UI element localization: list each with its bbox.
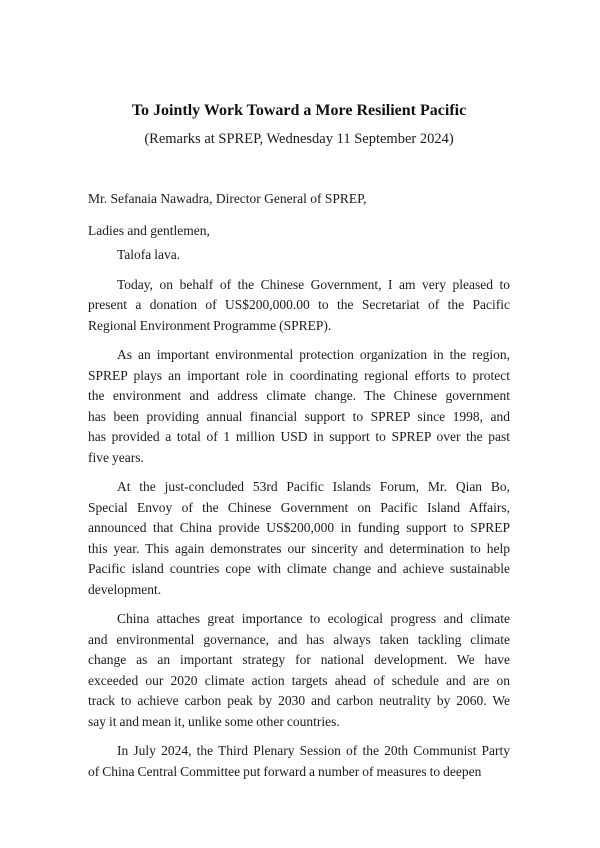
document-title: To Jointly Work Toward a More Resilient Pacific bbox=[131, 102, 467, 119]
paragraph-line: has been providing annual financial support to SPREP since 1998, and bbox=[88, 408, 510, 424]
paragraph-line: In July 2024, the Third Plenary Session of the 20th Communist Party bbox=[117, 743, 510, 758]
document-paragraphs bbox=[88, 245, 510, 782]
paragraph-line: change as an important strategy for national development. We have bbox=[88, 652, 510, 667]
paragraph-line: of China Central Committee put forward a number of measures to deepen bbox=[88, 763, 482, 779]
paragraph-line: this year. This again demonstrates our sincerity and determination to help bbox=[88, 540, 510, 556]
document-subtitle: (Remarks at SPREP, Wednesday 11 September 2024) bbox=[144, 131, 454, 147]
paragraph-line: Pacific island countries cope with climate change and achieve sustainable bbox=[88, 561, 510, 576]
paragraph bbox=[88, 275, 510, 337]
paragraph-line: say it and mean it, unlike some other countries. bbox=[88, 713, 340, 729]
paragraph-line: the environment and address climate change. The Chinese government bbox=[88, 388, 510, 403]
paragraph bbox=[88, 345, 510, 468]
paragraph-line: Talofa lava. bbox=[117, 247, 181, 262]
paragraph bbox=[88, 245, 510, 266]
paragraph-line: Regional Environment Programme (SPREP). bbox=[88, 317, 332, 333]
paragraph-line: China attaches great importance to ecological progress and climate bbox=[117, 611, 510, 626]
paragraph-line: and environmental governance, and has always taken tackling climate bbox=[88, 631, 510, 647]
paragraph-line: present a donation of US$200,000.00 to the Secretariat of the Pacific bbox=[88, 297, 510, 312]
paragraph-line: Special Envoy of the Chinese Government on Pacific Island Affairs, bbox=[88, 499, 510, 515]
paragraph-line: has provided a total of 1 million USD in support to SPREP over the past bbox=[88, 429, 510, 444]
paragraph-line: track to achieve carbon peak by 2030 and carbon neutrality by 2060. We bbox=[88, 693, 510, 708]
paragraph bbox=[88, 477, 510, 600]
paragraph-line: five years. bbox=[88, 449, 144, 465]
paragraph-line: exceeded our 2020 climate action targets ahead of schedule and are on bbox=[88, 672, 510, 688]
paragraph-line: Today, on behalf of the Chinese Government, I am very pleased to bbox=[117, 276, 510, 292]
paragraph-line: At the just-concluded 53rd Pacific Islands Forum, Mr. Qian Bo, bbox=[117, 479, 510, 494]
paragraph-line: As an important environmental protection organization in the region, bbox=[117, 347, 510, 362]
paragraph-line: announced that China provide US$200,000 in funding support to SPREP bbox=[88, 520, 510, 535]
paragraph bbox=[88, 741, 510, 782]
salutations bbox=[88, 189, 510, 241]
paragraph-line: development. bbox=[88, 581, 162, 597]
paragraph bbox=[88, 609, 510, 732]
salutation-line: Mr. Sefanaia Nawadra, Director General of SPREP, bbox=[88, 191, 367, 206]
paragraph-line: SPREP plays an important role in coordinating regional efforts to protect bbox=[88, 367, 510, 383]
salutation-line: Ladies and gentlemen, bbox=[88, 222, 210, 238]
